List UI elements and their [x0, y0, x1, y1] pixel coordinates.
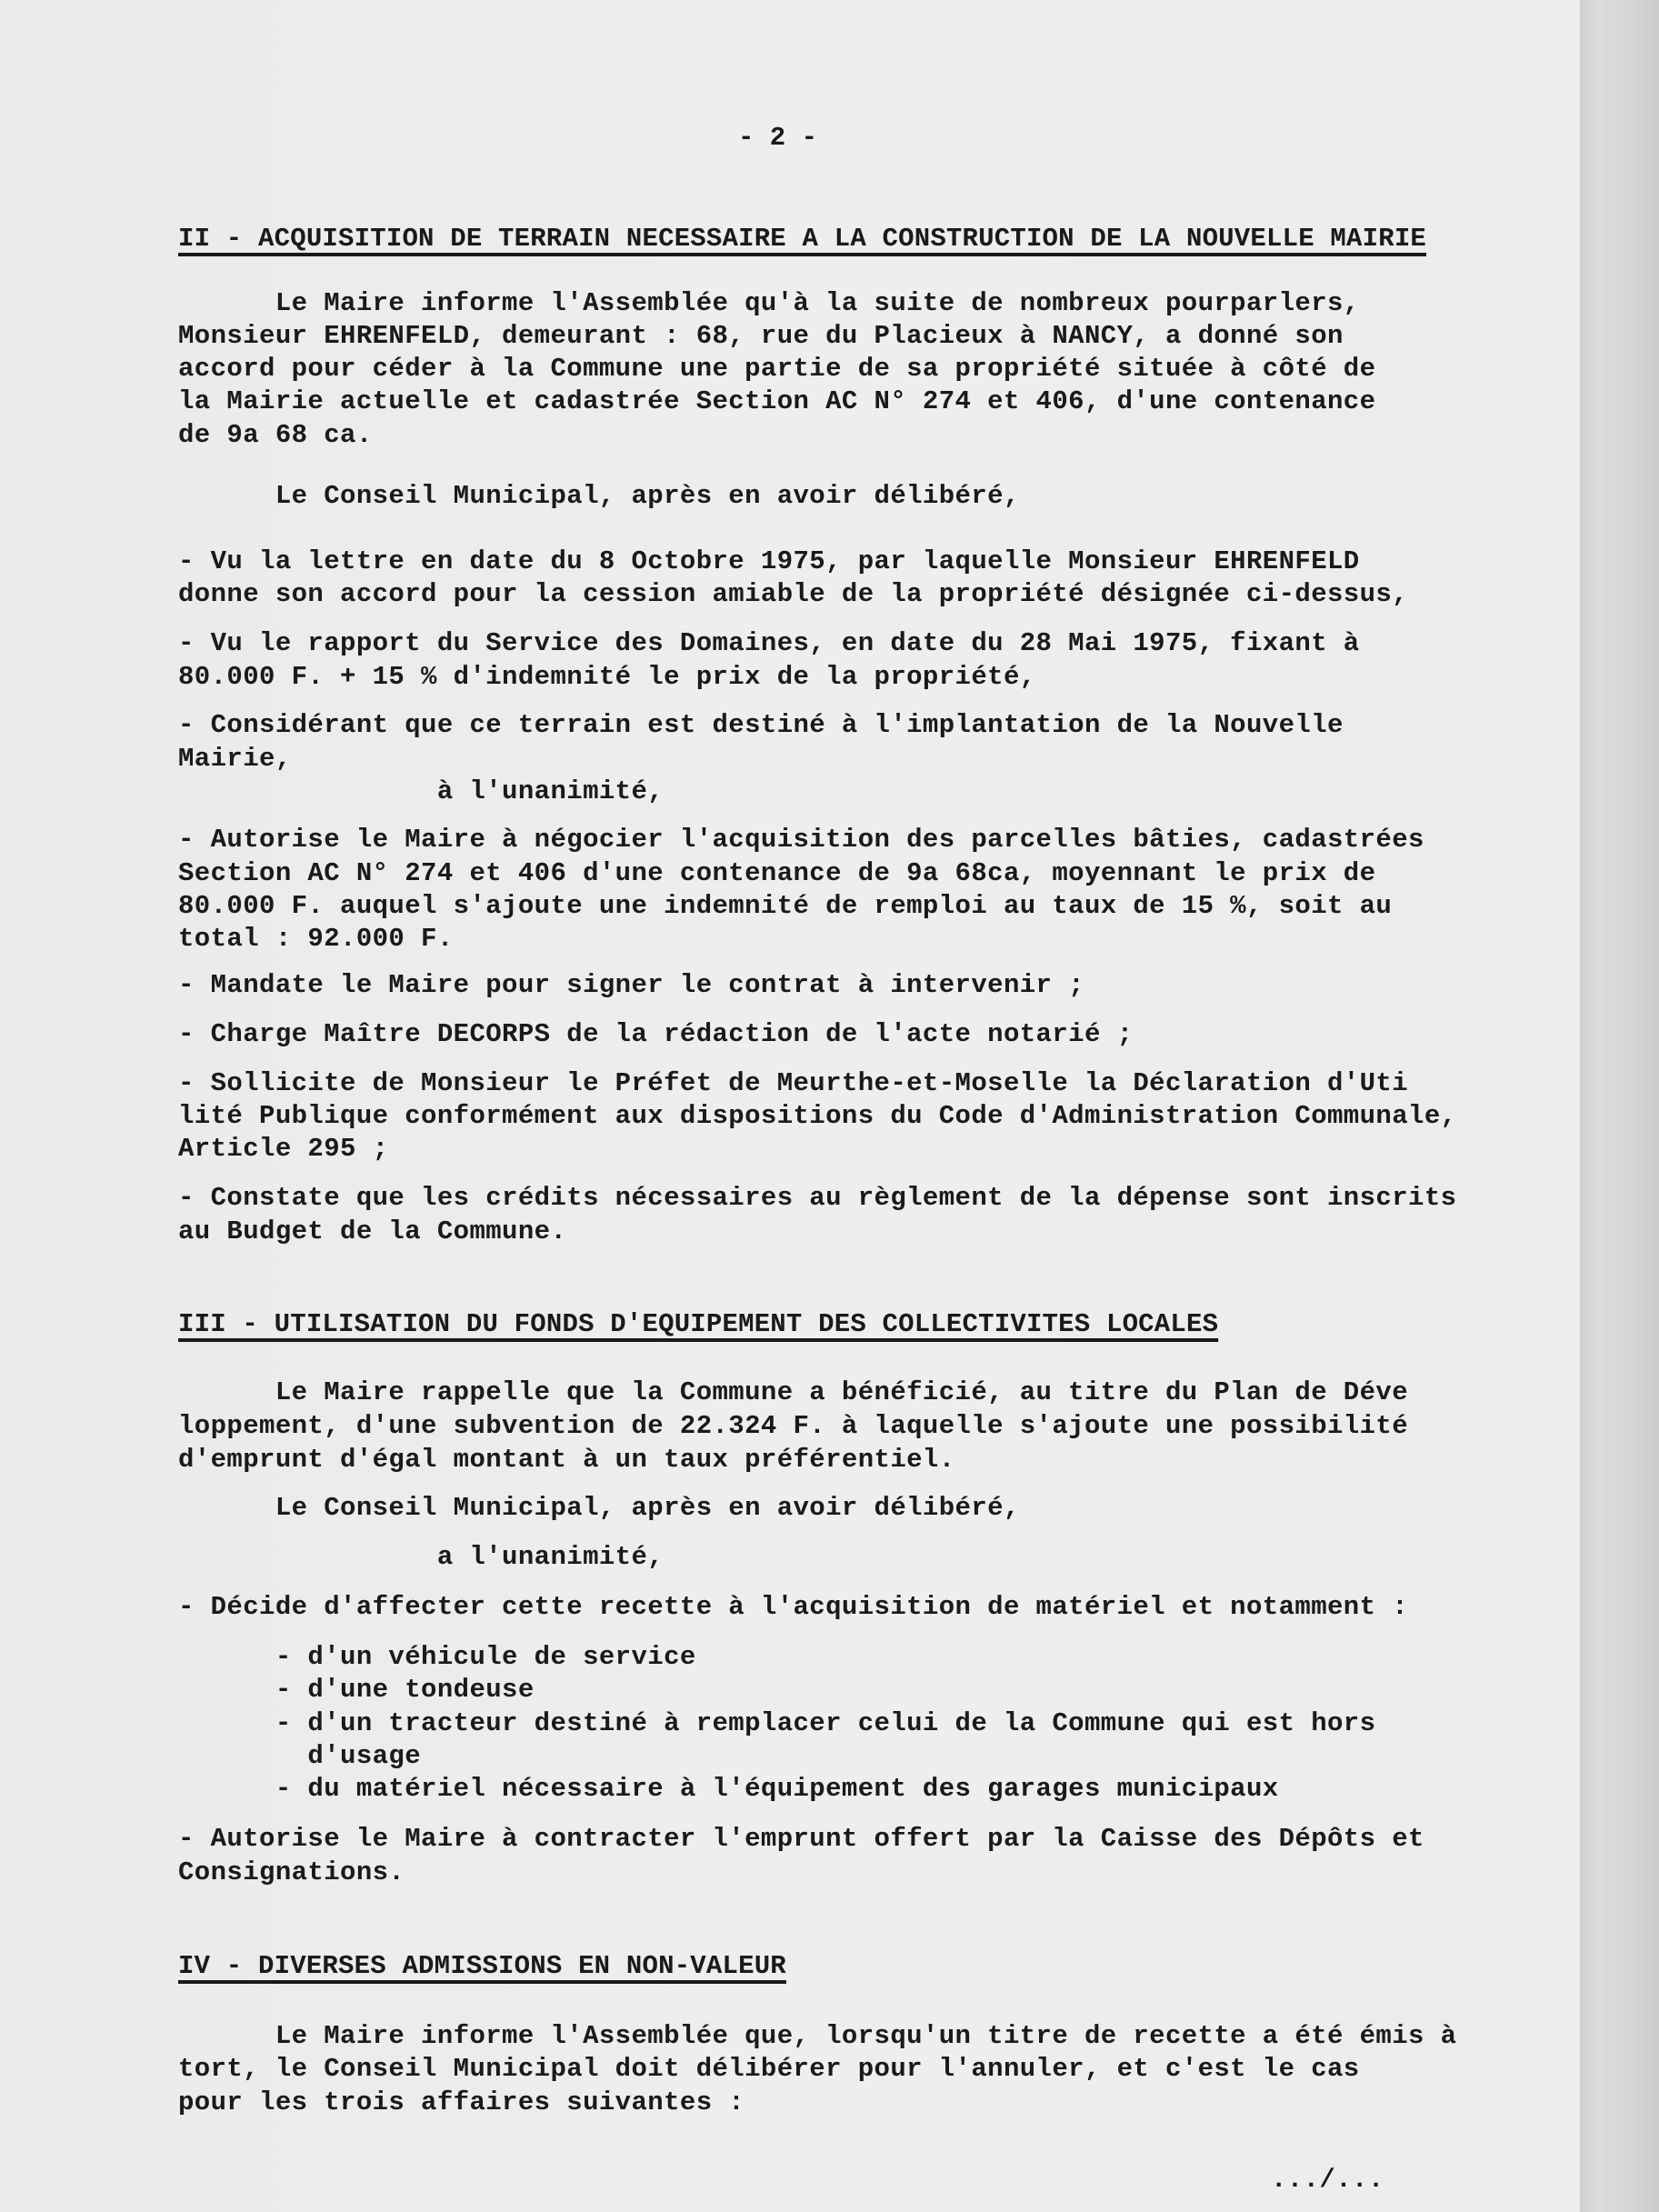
- body-line: d'emprunt d'égal montant à un taux préférentiel.: [178, 1445, 955, 1475]
- body-line: tort, le Conseil Municipal doit délibérer pour l'annuler, et c'est le cas: [178, 2054, 1360, 2084]
- body-line: total : 92.000 F.: [178, 924, 454, 954]
- body-line: - Autorise le Maire à négocier l'acquisition des parcelles bâties, cadastrées: [178, 825, 1424, 855]
- continuation-mark: .../...: [1271, 2165, 1384, 2195]
- body-line: - Autorise le Maire à contracter l'emprunt offert par la Caisse des Dépôts et: [178, 1824, 1424, 1854]
- body-line: loppement, d'une subvention de 22.324 F. à laquelle s'ajoute une possibilité: [178, 1411, 1409, 1441]
- page-number: - 2 -: [738, 123, 818, 153]
- body-line: - Sollicite de Monsieur le Préfet de Meurthe-et-Moselle la Déclaration d'Uti: [178, 1068, 1409, 1098]
- body-line: Article 295 ;: [178, 1134, 389, 1164]
- body-line: à l'unanimité,: [178, 776, 665, 806]
- body-line: - Constate que les crédits nécessaires au règlement de la dépense sont inscrits: [178, 1183, 1457, 1213]
- body-line: - Décide d'affecter cette recette à l'acquisition de matériel et notamment :: [178, 1592, 1409, 1622]
- body-line: Le Conseil Municipal, après en avoir délibéré,: [178, 481, 1020, 511]
- list-item: - du matériel nécessaire à l'équipement des garages municipaux: [178, 1774, 1279, 1804]
- list-item: - d'un véhicule de service: [178, 1642, 696, 1672]
- body-line: - Considérant que ce terrain est destiné à l'implantation de la Nouvelle: [178, 710, 1344, 740]
- page-edge-shadow: [1580, 0, 1659, 2212]
- section-heading-iv: IV - DIVERSES ADMISSIONS EN NON-VALEUR: [178, 1951, 786, 1981]
- body-line: Mairie,: [178, 744, 292, 774]
- list-item: d'usage: [178, 1741, 422, 1771]
- body-line: 80.000 F. + 15 % d'indemnité le prix de la propriété,: [178, 662, 1036, 692]
- body-line: au Budget de la Commune.: [178, 1216, 567, 1246]
- section-heading-ii: II - ACQUISITION DE TERRAIN NECESSAIRE A LA CONSTRUCTION DE LA NOUVELLE MAIRIE: [178, 224, 1427, 254]
- body-line: la Mairie actuelle et cadastrée Section AC N° 274 et 406, d'une contenance: [178, 386, 1376, 416]
- body-line: de 9a 68 ca.: [178, 420, 373, 450]
- body-line: Consignations.: [178, 1857, 405, 1887]
- body-line: Le Maire rappelle que la Commune a bénéficié, au titre du Plan de Déve: [178, 1377, 1409, 1407]
- body-line: - Vu le rapport du Service des Domaines, en date du 28 Mai 1975, fixant à: [178, 628, 1360, 658]
- body-line: Le Maire informe l'Assemblée qu'à la suite de nombreux pourparlers,: [178, 288, 1360, 318]
- list-item: - d'un tracteur destiné à remplacer celui de la Commune qui est hors: [178, 1708, 1376, 1738]
- body-line: - Mandate le Maire pour signer le contrat à intervenir ;: [178, 970, 1084, 1000]
- body-line: Le Maire informe l'Assemblée que, lorsqu'un titre de recette a été émis à: [178, 2021, 1457, 2051]
- body-line: donne son accord pour la cession amiable de la propriété désignée ci-dessus,: [178, 579, 1409, 609]
- body-line: pour les trois affaires suivantes :: [178, 2087, 745, 2117]
- body-line: lité Publique conformément aux dispositions du Code d'Administration Communale,: [178, 1101, 1457, 1131]
- list-item: - d'une tondeuse: [178, 1675, 535, 1705]
- body-line: - Charge Maître DECORPS de la rédaction de l'acte notarié ;: [178, 1019, 1134, 1049]
- section-heading-iii: III - UTILISATION DU FONDS D'EQUIPEMENT DES COLLECTIVITES LOCALES: [178, 1309, 1219, 1339]
- body-line: Section AC N° 274 et 406 d'une contenance de 9a 68ca, moyennant le prix de: [178, 858, 1376, 888]
- body-line: Monsieur EHRENFELD, demeurant : 68, rue du Placieux à NANCY, a donné son: [178, 321, 1344, 351]
- body-line: 80.000 F. auquel s'ajoute une indemnité de remploi au taux de 15 %, soit au: [178, 891, 1393, 921]
- body-line: a l'unanimité,: [178, 1542, 665, 1572]
- body-line: - Vu la lettre en date du 8 Octobre 1975, par laquelle Monsieur EHRENFELD: [178, 546, 1360, 576]
- body-line: Le Conseil Municipal, après en avoir délibéré,: [178, 1493, 1020, 1523]
- body-line: accord pour céder à la Commune une partie de sa propriété située à côté de: [178, 354, 1376, 384]
